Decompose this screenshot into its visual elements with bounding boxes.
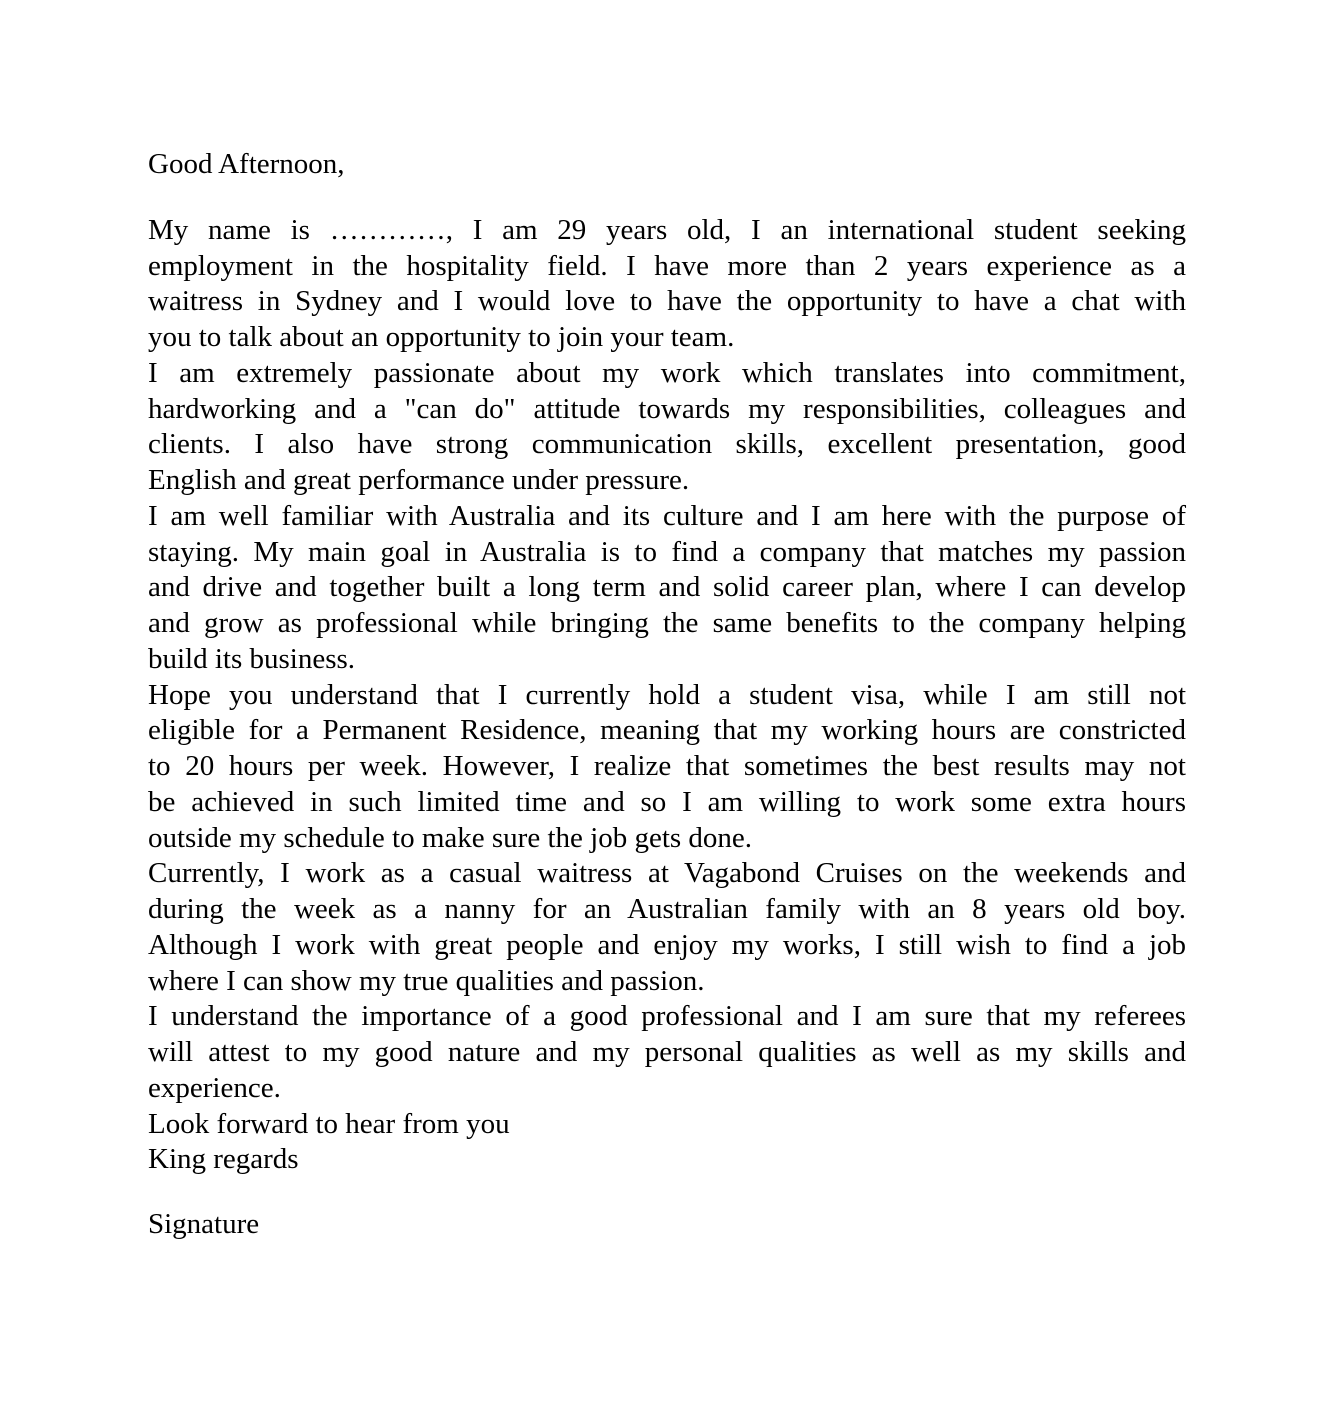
letter-body bbox=[148, 213, 1186, 1107]
spacer bbox=[148, 183, 1186, 213]
paragraph-line: English and great performance under pressure. bbox=[148, 464, 690, 496]
paragraph-line: be achieved in such limited time and so I am willing to work some extra hours bbox=[148, 785, 1186, 818]
paragraph-line: Currently, I work as a casual waitress at Vagabond Cruises on the weekends and bbox=[148, 857, 1186, 890]
paragraph-line: you to talk about an opportunity to join your team. bbox=[148, 321, 735, 353]
paragraph-line: experience. bbox=[148, 1071, 281, 1104]
paragraph-line: My name is …………, I am 29 years old, I an international student seeking bbox=[148, 213, 1186, 246]
paragraph-line: staying. My main goal in Australia is to find a company that matches my passion bbox=[148, 535, 1186, 568]
paragraph-line: hardworking and a "can do" attitude towards my responsibilities, colleagues and bbox=[148, 392, 1186, 425]
paragraph-line: I understand the importance of a good professional and I am sure that my referees bbox=[148, 1000, 1186, 1033]
paragraph bbox=[148, 213, 1186, 356]
paragraph-line: eligible for a Permanent Residence, meaning that my working hours are constricted bbox=[148, 714, 1186, 747]
paragraph bbox=[148, 999, 1186, 1106]
paragraph-line: outside my schedule to make sure the job gets done. bbox=[148, 821, 753, 854]
closing bbox=[148, 1107, 1186, 1179]
paragraph-line: build its business. bbox=[148, 642, 356, 675]
paragraph-line: and drive and together built a long term and solid career plan, where I can develop bbox=[148, 571, 1186, 604]
letter-document bbox=[148, 147, 1186, 1243]
spacer bbox=[148, 1178, 1186, 1207]
paragraph-line: I am extremely passionate about my work which translates into commitment, bbox=[148, 356, 1186, 389]
paragraph-line: Hope you understand that I currently hold a student visa, while I am still not bbox=[148, 678, 1186, 711]
paragraph-line: waitress in Sydney and I would love to have the opportunity to have a chat with bbox=[148, 285, 1186, 318]
paragraph-line: employment in the hospitality field. I have more than 2 years experience as a bbox=[148, 249, 1186, 282]
paragraph-line: and grow as professional while bringing the same benefits to the company helping bbox=[148, 607, 1186, 639]
paragraph bbox=[148, 856, 1186, 999]
paragraph-line: clients. I also have strong communication skills, excellent presentation, good bbox=[148, 428, 1186, 461]
paragraph-line: to 20 hours per week. However, I realize that sometimes the best results may not bbox=[148, 750, 1186, 782]
signature: Signature bbox=[148, 1208, 260, 1240]
greeting: Good Afternoon, bbox=[148, 148, 345, 180]
paragraph bbox=[148, 499, 1186, 678]
paragraph-line: where I can show my true qualities and passion. bbox=[148, 964, 705, 997]
paragraph bbox=[148, 678, 1186, 857]
closing-line: King regards bbox=[148, 1143, 299, 1176]
paragraph-line: Although I work with great people and enjoy my works, I still wish to find a job bbox=[148, 928, 1186, 961]
paragraph-line: I am well familiar with Australia and its culture and I am here with the purpose of bbox=[148, 499, 1186, 532]
paragraph bbox=[148, 356, 1186, 499]
paragraph-line: will attest to my good nature and my personal qualities as well as my skills and bbox=[148, 1036, 1186, 1068]
closing-line: Look forward to hear from you bbox=[148, 1107, 510, 1140]
paragraph-line: during the week as a nanny for an Australian family with an 8 years old boy. bbox=[148, 893, 1186, 925]
